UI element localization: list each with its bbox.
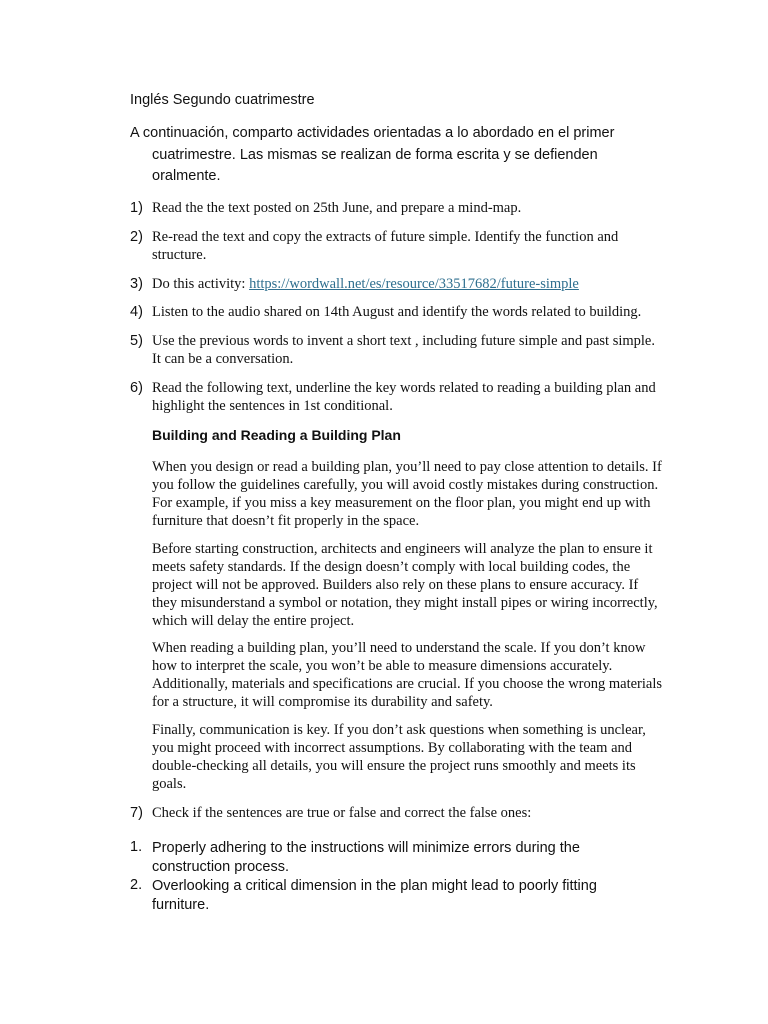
statement-text: Overlooking a critical dimension in the plan might lead to poorly fitting furniture.	[152, 878, 597, 913]
reading-paragraph-1: When you design or read a building plan, you’ll need to pay close attention to details. If you follow the guidelines carefully, you will avoid costly mistakes during construction. For example, if you miss a key measurement on the floor plan, you might end up with furniture that doesn’t fit properly in the space.	[152, 459, 662, 529]
activity-number: 5)	[130, 333, 143, 349]
intro-paragraph: A continuación, comparto actividades orientadas a lo abordado en el primer cuatrimestre. Las mismas se realizan de forma escrita y se defienden oralmente.	[130, 125, 615, 184]
activity-text: Use the previous words to invent a short text , including future simple and past simple. It can be a conversation.	[152, 333, 655, 367]
activity-number: 6)	[130, 380, 143, 396]
reading-paragraph-3: When reading a building plan, you’ll need to understand the scale. If you don’t know how to interpret the scale, you won’t be able to measure dimensions accurately. Additionally, materials and specifications are crucial. If you choose the wrong materials for a structure, it will compromise its durability and safety.	[152, 640, 663, 710]
activity-number: 3)	[130, 276, 143, 292]
activity-text: Re-read the text and copy the extracts of future simple. Identify the function and structure.	[152, 229, 619, 263]
activity-number: 4)	[130, 304, 143, 320]
statement-text: Properly adhering to the instructions will minimize errors during the construction process.	[152, 840, 580, 875]
activity-text-prefix: Do this activity:	[152, 276, 250, 292]
statement-number: 2.	[130, 877, 143, 893]
activity-number: 1)	[130, 200, 143, 216]
document-title: Inglés Segundo cuatrimestre	[130, 92, 315, 108]
reading-paragraph-4: Finally, communication is key. If you don’t ask questions when something is unclear, you might proceed with incorrect assumptions. By collaborating with the team and double-checking all details, you will ensure the project runs smoothly and meets its goals.	[152, 722, 646, 792]
activity-text: Read the following text, underline the key words related to reading a building plan and highlight the sentences in 1st conditional.	[152, 380, 656, 414]
wordwall-link[interactable]: https://wordwall.net/es/resource/33517682/future-simple	[249, 276, 579, 292]
reading-paragraph-2: Before starting construction, architects and engineers will analyze the plan to ensure it meets safety standards. If the design doesn’t comply with local building codes, the project will not be approved. Builders also rely on these plans to ensure accuracy. If they misunderstand a symbol or notation, they might install pipes or wiring incorrectly, which will delay the entire project.	[152, 541, 658, 629]
activity-text: Listen to the audio shared on 14th August and identify the words related to building.	[152, 304, 642, 320]
activity-text: Read the the text posted on 25th June, and prepare a mind-map.	[152, 200, 522, 216]
reading-heading: Building and Reading a Building Plan	[152, 427, 401, 443]
activity-text: Check if the sentences are true or false and correct the false ones:	[152, 805, 532, 821]
statement-number: 1.	[130, 839, 143, 855]
activity-number: 7)	[130, 805, 143, 821]
activity-text	[152, 276, 664, 294]
activity-number: 2)	[130, 229, 143, 245]
